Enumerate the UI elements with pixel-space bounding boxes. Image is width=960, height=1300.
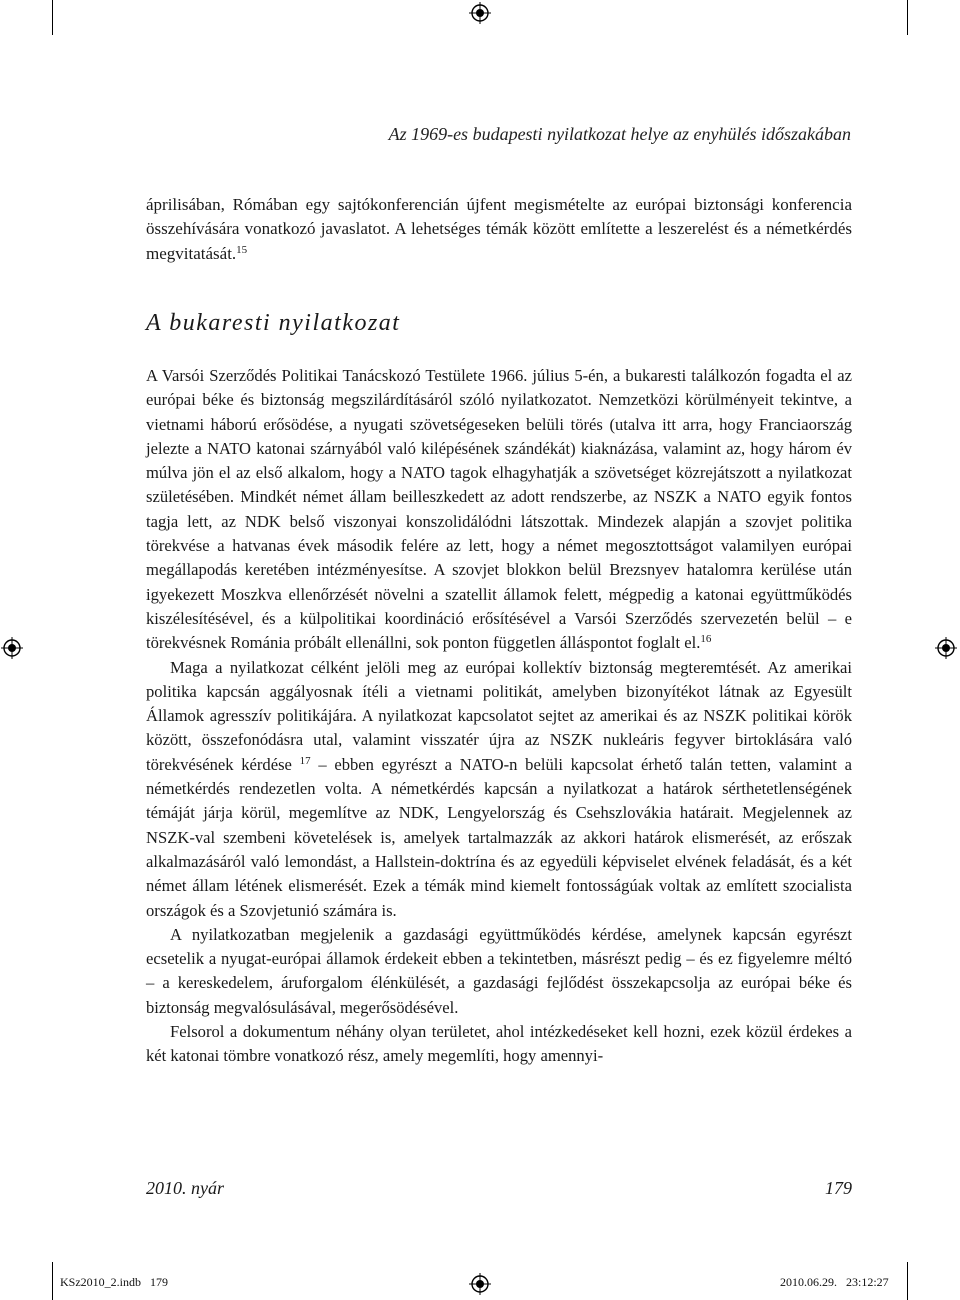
footnote-ref[interactable]: 17 bbox=[299, 754, 311, 767]
issue-label: 2010. nyár bbox=[146, 1178, 224, 1198]
paragraph bbox=[146, 923, 852, 1020]
footnote-ref[interactable]: 15 bbox=[236, 243, 248, 256]
running-head: Az 1969-es budapesti nyilatkozat helye az enyhülés időszakában bbox=[388, 124, 851, 144]
footnote-ref[interactable]: 16 bbox=[700, 633, 712, 646]
crop-mark-top-left bbox=[52, 0, 53, 35]
paragraph-text: – ebben egyrészt a NATO-n belüli kapcsolat érhető talán tetten, valamint a németkérdés rendezetlen volta. A németkérdés kapcsán a nyilatkozat a határok sérthetetlenségének témáját járja körül, megemlítve az NDK, Lengyelország és Csehszlovákia határait. Megjelennek az NSZK-val szembeni követelések is, amelyek tartalmazzák az akkori határok elismerését, az erőszak alkalmazásáról való lemondást, a Hallstein-doktrína és az egyedüli képviselet elvének feladását, és a két német állam létének elismerését. Ezek a témák mind kiemelt fontosságúak voltak az említett szocialista országok és a Szovjetunió számára is. bbox=[146, 754, 852, 920]
paragraph bbox=[146, 1020, 852, 1069]
registration-mark-icon bbox=[469, 1273, 491, 1295]
paragraph bbox=[146, 364, 852, 656]
section-title: A bukaresti nyilatkozat bbox=[146, 310, 401, 336]
body-text bbox=[146, 364, 852, 1069]
crop-mark-bottom-left bbox=[52, 1262, 53, 1300]
paragraph-text: A Varsói Szerződés Politikai Tanácskozó Testülete 1966. július 5-én, a bukaresti találkozón fogadta el az európai béke és biztonság megszilárdításáról szóló nyilatkozatot. Nemzetközi körülményeit tekintve, a vietnami háború erősödése, a nyugati szövetségeseken belüli törés (utalva itt arra, hogy Franciaország jelezte a NATO katonai szárnyából való kilépésének szándékát) kiaknázása, valamint az, hogy három év múlva jön el az első alkalom, hogy a NATO tagok elhagyhatják a szövetséget közrejátszott a nyilatkozat születésében. Mindkét német állam beilleszkedett az adott rendszerbe, az NSZK a NATO egyik fontos tagja lett, az NDK belső viszonyai konszolidálódni látszottak. Mindezek alapján a szovjet politika törekvése a hatvanas évek második felére az lett, hogy a német megosztottságot valamilyen európai megállapodás keretében intézményesítse. A szovjet blokkon belül Brezsnyev hatalomra kerülése után igyekezett Moszkva ellenőrzését növelni a szatellit államok felett, mégpedig a katonai együttműködés kiszélesítésével, és a külpolitikai koordináció erősítésével a Varsói Szerződés szervezetén belül – e törekvésnek Románia próbált ellenállni, sok ponton független álláspontot foglalt el. bbox=[146, 366, 852, 653]
registration-mark-icon bbox=[935, 637, 957, 659]
crop-mark-top-right bbox=[907, 0, 908, 35]
paragraph bbox=[146, 656, 852, 923]
registration-mark-icon bbox=[1, 637, 23, 659]
paragraph-text: Felsorol a dokumentum néhány olyan területet, ahol intézkedéseket kell hozni, ezek közül érdekes a két katonai tömbre vonatkozó rész, amely megemlíti, hogy amennyi- bbox=[146, 1022, 852, 1066]
page-number: 179 bbox=[825, 1178, 852, 1198]
slug-timestamp: 2010.06.29. 23:12:27 bbox=[780, 1275, 889, 1289]
paragraph-text: A nyilatkozatban megjelenik a gazdasági együttműködés kérdése, amelynek kapcsán egyrészt ecsetelik a nyugat-európai államok érdekeit ebben a tekintetben, másrészt pedig – és ez figyelemre méltó – a kereskedelem, áruforgalom élénkülését, a gazdasági fejlődést összekapcsolja az európai béke és biztonság megvalósulásával, megerősödésével. bbox=[146, 924, 852, 1017]
slug-file: KSz2010_2.indb 179 bbox=[60, 1275, 168, 1289]
registration-mark-icon bbox=[469, 2, 491, 24]
paragraph-text: Maga a nyilatkozat célként jelöli meg az európai kollektív biztonság megteremtését. Az amerikai politika kapcsán aggályosnak ítéli a vietnami politikát, amelyben bizonyítékot látnak az Egyesült Államok agresszív politikájára. A nyilatkozat kapcsolatot sejtet az amerikai és az NSZK politikai körök között, összefonódásra utal, valamint visszatér újra az NSZK nukleáris fegyver birtoklására való törekvésének kérdése bbox=[146, 657, 852, 774]
continuation-paragraph bbox=[146, 193, 852, 266]
paragraph-text: áprilisában, Rómában egy sajtókonferencián újfent megismételte az európai biztonsági konferencia összehívására vonatkozó javaslatot. A lehetséges témák között említette a leszerelést és a németkérdés megvitatását. bbox=[146, 195, 852, 263]
crop-mark-bottom-right bbox=[907, 1262, 908, 1300]
